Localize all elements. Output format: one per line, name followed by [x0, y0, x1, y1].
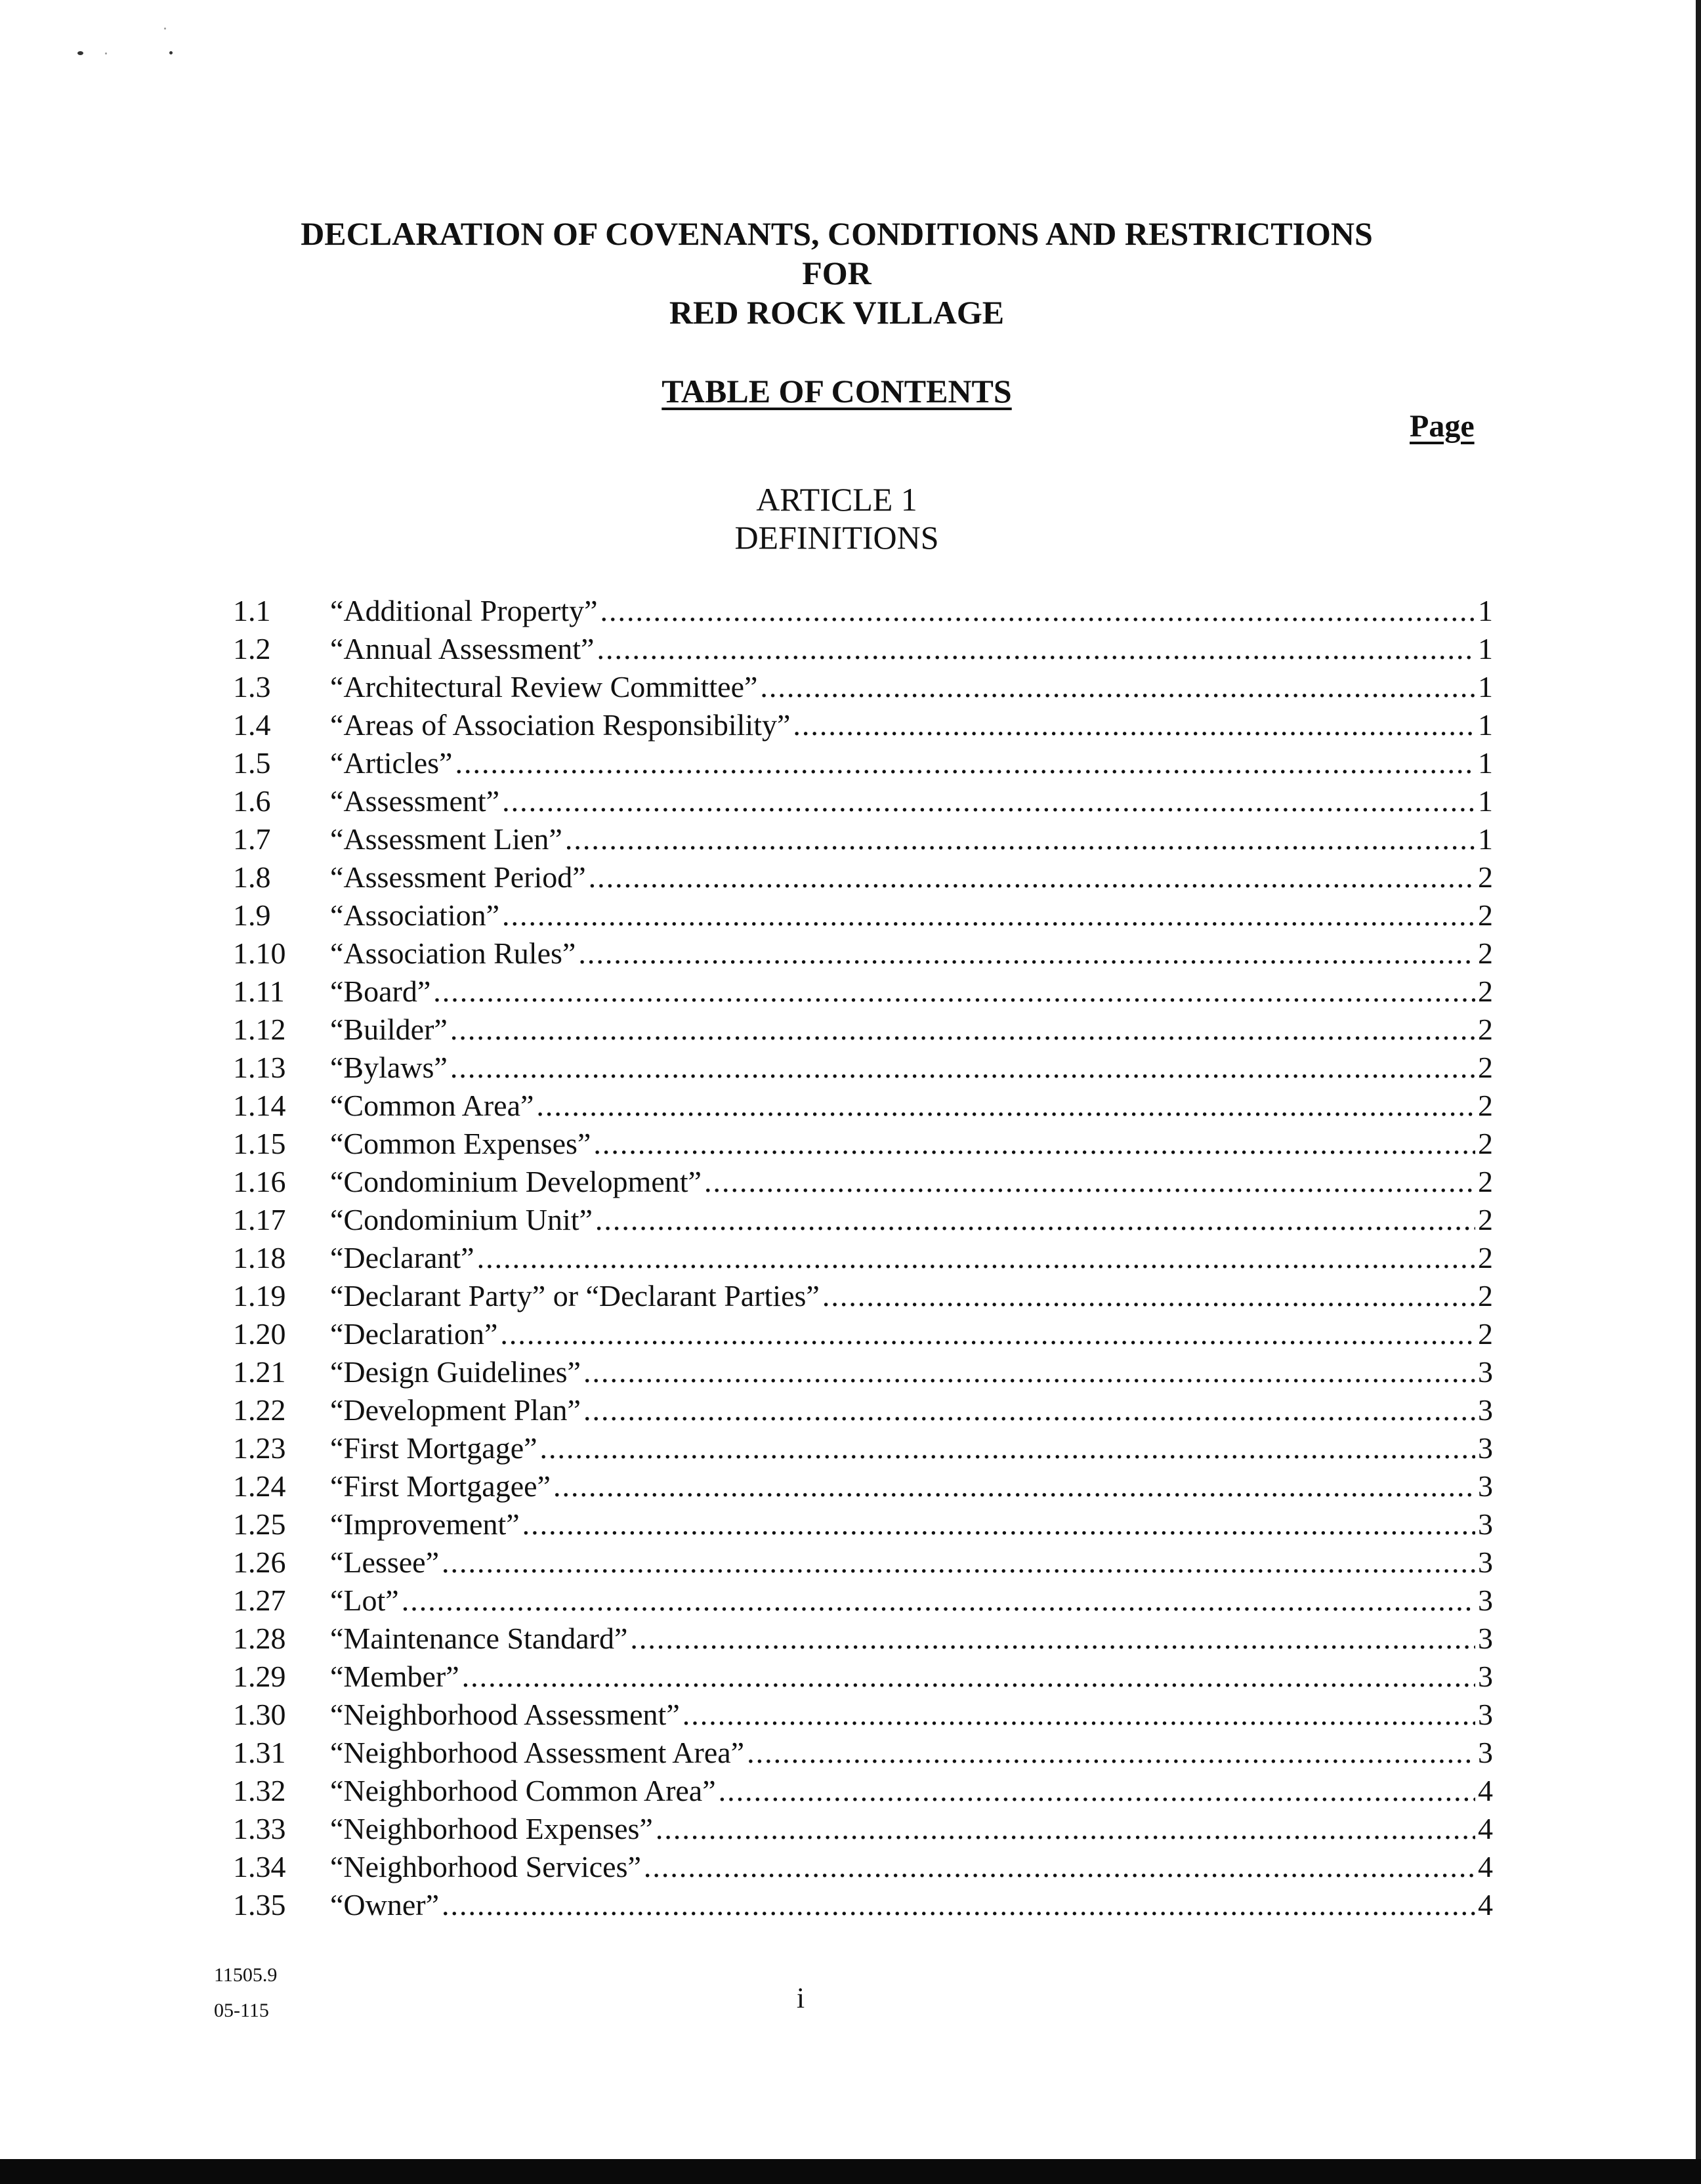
toc-entry-title: “Owner”	[330, 1888, 440, 1922]
toc-entry-title: “Additional Property”	[330, 594, 598, 627]
toc-entry-title: “Board”	[330, 975, 431, 1008]
toc-entry-number: 1.28	[233, 1622, 286, 1655]
toc-entry-title: “Condominium Development”	[330, 1165, 702, 1198]
scan-edge	[0, 2159, 1701, 2184]
toc-entry	[233, 1505, 1493, 1544]
toc-entry-number: 1.13	[233, 1051, 286, 1084]
toc-entry	[233, 1125, 1493, 1163]
toc-entry-number: 1.2	[233, 632, 271, 665]
toc-entry	[233, 1277, 1493, 1315]
toc-entry	[233, 1239, 1493, 1277]
toc-entry-title: “First Mortgage”	[330, 1431, 537, 1465]
toc-entry-page: 2	[1478, 1317, 1493, 1351]
toc-entry-title: “Declaration”	[330, 1317, 498, 1351]
toc-entry-page: 1	[1478, 708, 1493, 742]
article-number: ARTICLE 1	[756, 481, 917, 518]
toc-entry	[233, 1772, 1493, 1810]
dot-leader	[500, 1315, 1475, 1353]
toc-entry	[233, 1353, 1493, 1391]
dot-leader	[630, 1620, 1475, 1658]
toc-heading	[0, 371, 1673, 411]
toc-entry-title: “Association Rules”	[330, 936, 576, 970]
toc-entry-title: “Architectural Review Committee”	[330, 670, 758, 704]
toc-entry	[233, 1658, 1493, 1696]
toc-entry-number: 1.11	[233, 975, 285, 1008]
toc-entry-number: 1.24	[233, 1469, 286, 1503]
dot-leader	[502, 896, 1475, 934]
toc-entry-number: 1.3	[233, 670, 271, 704]
dot-leader	[522, 1505, 1475, 1544]
toc-entry	[233, 973, 1493, 1011]
toc-entry	[233, 630, 1493, 668]
dot-leader	[583, 1353, 1475, 1391]
dot-leader	[656, 1810, 1475, 1848]
scan-speck	[169, 51, 173, 54]
toc-entry-number: 1.15	[233, 1127, 286, 1160]
dot-leader	[450, 1049, 1475, 1087]
dot-leader	[553, 1467, 1475, 1505]
toc-entry-page: 3	[1478, 1622, 1493, 1655]
toc-entry-page: 2	[1478, 1051, 1493, 1084]
toc-entry-page: 1	[1478, 746, 1493, 780]
toc-entry	[233, 1696, 1493, 1734]
title-line: RED ROCK VILLAGE	[669, 294, 1005, 331]
toc-entry-title: “Declarant”	[330, 1241, 474, 1274]
toc-entry-title: “Assessment Lien”	[330, 822, 562, 856]
toc-entry-number: 1.20	[233, 1317, 286, 1351]
toc-entry	[233, 1582, 1493, 1620]
toc-entry-title: “Neighborhood Services”	[330, 1850, 641, 1883]
toc-entry-page: 2	[1478, 898, 1493, 932]
toc-entry-title: “Improvement”	[330, 1507, 520, 1541]
toc-entry-title: “Areas of Association Responsibility”	[330, 708, 791, 742]
toc-entry-number: 1.17	[233, 1203, 286, 1236]
dot-leader	[822, 1277, 1475, 1315]
toc-entry-page: 3	[1478, 1507, 1493, 1541]
article-heading	[0, 480, 1673, 556]
toc-entry-page: 2	[1478, 1203, 1493, 1236]
toc-entry-page: 2	[1478, 1279, 1493, 1312]
toc-entry	[233, 820, 1493, 858]
toc-entry-page: 2	[1478, 1241, 1493, 1274]
toc-entry-page: 2	[1478, 1165, 1493, 1198]
dot-leader	[442, 1886, 1475, 1924]
toc-entry-number: 1.21	[233, 1355, 286, 1389]
toc-entry-title: “Assessment”	[330, 784, 500, 818]
toc-entry-title: “Neighborhood Common Area”	[330, 1774, 716, 1807]
toc-entry-page: 2	[1478, 975, 1493, 1008]
toc-entry-title: “Common Area”	[330, 1089, 534, 1122]
toc-entry-page: 2	[1478, 1013, 1493, 1046]
toc-entry-number: 1.32	[233, 1774, 286, 1807]
toc-entry-title: “Condominium Unit”	[330, 1203, 593, 1236]
toc-entry	[233, 706, 1493, 744]
toc-entry	[233, 1886, 1493, 1924]
toc-entry-page: 4	[1478, 1812, 1493, 1845]
toc-entry	[233, 1429, 1493, 1467]
toc-entry-title: “Member”	[330, 1660, 459, 1693]
toc-entry-number: 1.25	[233, 1507, 286, 1541]
toc-entry-title: “Neighborhood Expenses”	[330, 1812, 653, 1845]
dot-leader	[450, 1011, 1475, 1049]
dot-leader	[536, 1087, 1475, 1125]
dot-leader	[442, 1544, 1475, 1582]
dot-leader	[589, 858, 1475, 896]
toc-entry-title: “Neighborhood Assessment”	[330, 1698, 680, 1731]
toc-entry	[233, 744, 1493, 782]
toc-entry-page: 2	[1478, 1089, 1493, 1122]
toc-entry-title: “Articles”	[330, 746, 453, 780]
toc-entry	[233, 1163, 1493, 1201]
toc-entry-title: “Annual Assessment”	[330, 632, 595, 665]
title-line: DECLARATION OF COVENANTS, CONDITIONS AND RESTRICTIONS	[301, 215, 1373, 252]
toc-entry-number: 1.8	[233, 860, 271, 894]
toc-entry-number: 1.30	[233, 1698, 286, 1731]
toc-entry-number: 1.16	[233, 1165, 286, 1198]
title-line: FOR	[802, 255, 872, 291]
toc-entry-title: “Bylaws”	[330, 1051, 448, 1084]
toc-entry-title: “Neighborhood Assessment Area”	[330, 1736, 745, 1769]
dot-leader	[565, 820, 1475, 858]
footer-doc-code: 05-115	[214, 2000, 269, 2021]
toc-entry-title: “First Mortgagee”	[330, 1469, 551, 1503]
toc-entry-page: 4	[1478, 1888, 1493, 1922]
toc-entry-title: “Maintenance Standard”	[330, 1622, 628, 1655]
dot-leader	[644, 1848, 1475, 1886]
toc-entry-number: 1.18	[233, 1241, 286, 1274]
dot-leader	[540, 1429, 1475, 1467]
toc-entry-title: “Declarant Party” or “Declarant Parties”	[330, 1279, 820, 1312]
toc-entry	[233, 782, 1493, 820]
toc-entry-page: 3	[1478, 1545, 1493, 1579]
toc-entry-page: 3	[1478, 1698, 1493, 1731]
toc-entry-page: 1	[1478, 670, 1493, 704]
toc-entry	[233, 1049, 1493, 1087]
toc-entry	[233, 1087, 1493, 1125]
toc-entry	[233, 858, 1493, 896]
toc-entry-page: 4	[1478, 1850, 1493, 1883]
toc-entry	[233, 592, 1493, 630]
dot-leader	[462, 1658, 1475, 1696]
toc-heading-text: TABLE OF CONTENTS	[662, 373, 1012, 410]
toc-entry-number: 1.1	[233, 594, 271, 627]
document-title	[0, 214, 1673, 332]
footer-page-number: i	[796, 1982, 805, 2014]
toc-entry	[233, 1620, 1493, 1658]
toc-entry-title: “Builder”	[330, 1013, 448, 1046]
scan-speck	[77, 51, 83, 55]
toc-entry-title: “Design Guidelines”	[330, 1355, 581, 1389]
dot-leader	[593, 1125, 1475, 1163]
toc-entry-number: 1.10	[233, 936, 286, 970]
dot-leader	[600, 592, 1475, 630]
dot-leader	[402, 1582, 1475, 1620]
toc-entry-number: 1.19	[233, 1279, 286, 1312]
toc-entry-page: 3	[1478, 1584, 1493, 1617]
toc-entry-page: 2	[1478, 1127, 1493, 1160]
toc-entry	[233, 1201, 1493, 1239]
dot-leader	[793, 706, 1475, 744]
toc-entry-title: “Assessment Period”	[330, 860, 586, 894]
toc-entry-page: 1	[1478, 632, 1493, 665]
toc-entry-page: 1	[1478, 594, 1493, 627]
dot-leader	[477, 1239, 1475, 1277]
scan-speck	[105, 52, 107, 54]
toc-entry	[233, 1011, 1493, 1049]
scan-edge	[1696, 0, 1701, 2184]
page-column-label: Page	[1410, 409, 1475, 444]
toc-entry-number: 1.4	[233, 708, 271, 742]
dot-leader	[502, 782, 1475, 820]
toc-entry-page: 2	[1478, 860, 1493, 894]
toc-entry-title: “Common Expenses”	[330, 1127, 591, 1160]
toc-entry-title: “Lessee”	[330, 1545, 439, 1579]
toc-entry-page: 3	[1478, 1736, 1493, 1769]
dot-leader	[583, 1391, 1475, 1429]
toc-entry-title: “Development Plan”	[330, 1393, 581, 1427]
toc-entry	[233, 1467, 1493, 1505]
toc-entry-number: 1.23	[233, 1431, 286, 1465]
toc-entry-number: 1.14	[233, 1089, 286, 1122]
toc-entry-title: “Association”	[330, 898, 500, 932]
toc-entry-number: 1.34	[233, 1850, 286, 1883]
toc-entry-number: 1.31	[233, 1736, 286, 1769]
dot-leader	[682, 1696, 1475, 1734]
dot-leader	[578, 934, 1475, 973]
toc-entry	[233, 1544, 1493, 1582]
toc-entry-number: 1.6	[233, 784, 271, 818]
toc-entry	[233, 1734, 1493, 1772]
toc-entry-title: “Lot”	[330, 1584, 399, 1617]
toc-entry-number: 1.22	[233, 1393, 286, 1427]
dot-leader	[704, 1163, 1475, 1201]
toc-entry-number: 1.26	[233, 1545, 286, 1579]
toc-entry	[233, 934, 1493, 973]
toc-entry	[233, 1315, 1493, 1353]
dot-leader	[455, 744, 1475, 782]
toc-entry-page: 1	[1478, 822, 1493, 856]
toc-entry-number: 1.7	[233, 822, 271, 856]
toc-entry	[233, 1391, 1493, 1429]
toc-entry-number: 1.5	[233, 746, 271, 780]
toc-entry-number: 1.35	[233, 1888, 286, 1922]
dot-leader	[747, 1734, 1475, 1772]
toc-entry-number: 1.29	[233, 1660, 286, 1693]
dot-leader	[597, 630, 1475, 668]
toc-entry	[233, 1848, 1493, 1886]
footer-doc-code: 11505.9	[214, 1964, 278, 1986]
toc-entry-page: 3	[1478, 1355, 1493, 1389]
dot-leader	[433, 973, 1475, 1011]
toc-entry	[233, 668, 1493, 706]
toc-entry	[233, 896, 1493, 934]
toc-entry-page: 3	[1478, 1431, 1493, 1465]
toc-entry-page: 3	[1478, 1469, 1493, 1503]
dot-leader	[760, 668, 1475, 706]
toc-entry-page: 4	[1478, 1774, 1493, 1807]
toc-entry-page: 2	[1478, 936, 1493, 970]
dot-leader	[595, 1201, 1475, 1239]
toc-entry-number: 1.27	[233, 1584, 286, 1617]
toc-entry-page: 1	[1478, 784, 1493, 818]
scan-speck	[164, 28, 166, 30]
toc-entry-number: 1.33	[233, 1812, 286, 1845]
toc-entry-number: 1.12	[233, 1013, 286, 1046]
toc-entry-page: 3	[1478, 1393, 1493, 1427]
toc-entry	[233, 1810, 1493, 1848]
toc-entry-number: 1.9	[233, 898, 271, 932]
toc-entry-page: 3	[1478, 1660, 1493, 1693]
toc-list	[233, 592, 1493, 1924]
article-title: DEFINITIONS	[734, 519, 939, 556]
dot-leader	[719, 1772, 1475, 1810]
